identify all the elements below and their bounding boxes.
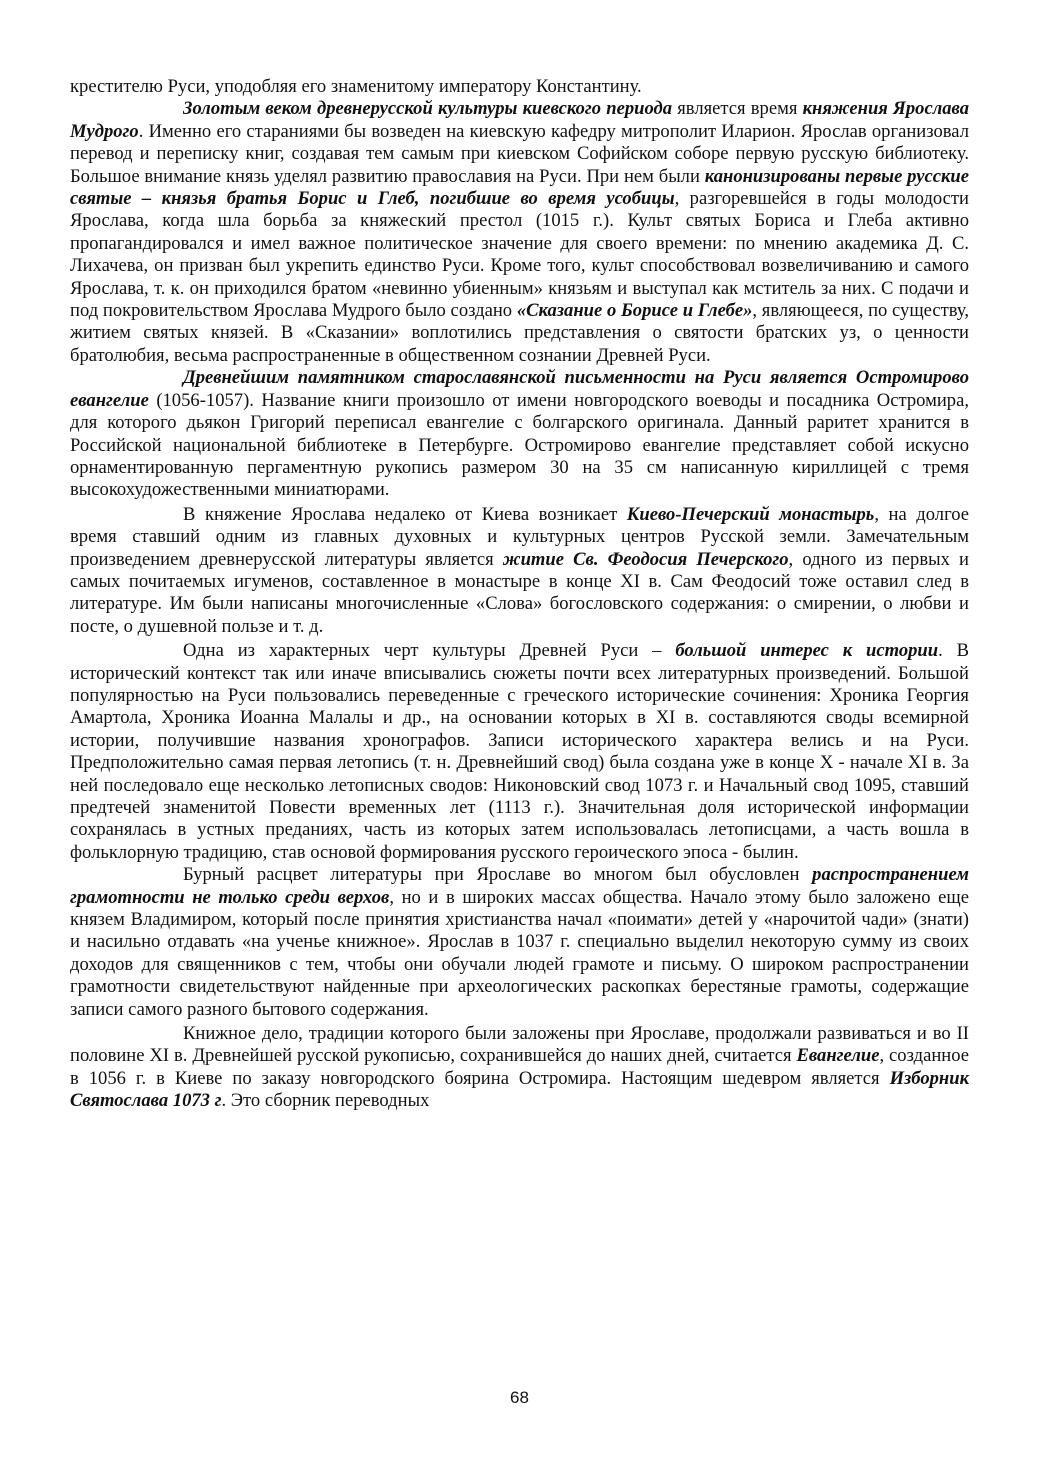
emphasis-text: Евангелие bbox=[796, 1045, 880, 1067]
body-text: Одна из характерных черт культуры Древней Руси – bbox=[183, 640, 676, 662]
body-text: (1056-1057). Название книги произошло от имени новгородского воеводы и посадника Остромира, для которого дьякон Григорий переписал евангелие с болгарского оригинала. Данный раритет хранится в Российской национальной библиотеке в Петербурге. Остромирово евангелие представляет собой искусно орнаментированную пергаментную рукопись размером 30 на 35 см написанную кириллицей с тремя высокохудожественными миниатюрами. bbox=[70, 389, 969, 501]
paragraph bbox=[70, 640, 969, 864]
emphasis-text: Изборник Святослава 1073 г bbox=[70, 1067, 969, 1112]
page-number: 68 bbox=[510, 1388, 529, 1407]
emphasis-text: Золотым веком древнерусской культуры киевского периода bbox=[183, 98, 673, 120]
body-text: В княжение Ярослава недалеко от Киева возникает bbox=[183, 503, 627, 525]
emphasis-text: большой интерес к истории bbox=[675, 640, 939, 662]
emphasis-text: княжения Ярослава Мудрого bbox=[70, 98, 970, 142]
page-body bbox=[70, 76, 969, 1113]
body-text: . Именно его стараниями бы возведен на киевскую кафедру митрополит Иларион. Ярослав организовал перевод и переписку книг, создавая тем самым при киевском Софийском соборе первую русскую библиотеку. Большое внимание князь уделял развитию православия на Руси. При нем были bbox=[70, 120, 969, 187]
emphasis-text: Древнейшим памятником старославянской письменности на Руси является Остромирово евангелие bbox=[70, 367, 969, 411]
body-text: Книжное дело, традиции которого были заложены при Ярославе, продолжали развиваться и во II половине XI в. Древнейшей русской рукописью, сохранившейся до наших дней, считается bbox=[70, 1023, 969, 1067]
body-text: , являющееся, по существу, житием святых князей. В «Сказании» воплотились представления о святости братских уз, о ценности братолюбия, весьма распространенные в общественном сознании Древней Руси. bbox=[70, 300, 969, 366]
emphasis-text: канонизированы первые русские святые – князья братья Борис и Глеб, погибшие во время усобицы bbox=[70, 165, 969, 210]
paragraph bbox=[70, 504, 969, 638]
body-text: , созданное в 1056 г. в Киеве по заказу новгородского боярина Остромира. Настоящим шедевром является bbox=[70, 1045, 969, 1089]
body-text: , разгоревшейся в годы молодости Ярослава, когда шла борьба за княжеский престол (1015 г.). Культ святых Бориса и Глеба активно пропагандировался и имел важное политическое значение для своего времени: по мнению академика Д. С. Лихачева, он призван был укрепить единство Руси. Кроме того, культ способствовал возвеличиванию и самого Ярослава, т. к. он приходился братом «невинно убиенным» князьям и выступал как мститель за них. С подачи и под покровительством Ярослава Мудрого было создано bbox=[70, 188, 969, 322]
emphasis-text: житие Св. Феодосия Печерского bbox=[502, 548, 789, 570]
paragraph bbox=[70, 76, 969, 98]
body-text: Бурный расцвет литературы при Ярославе во многом был обусловлен bbox=[183, 864, 813, 886]
emphasis-text: «Сказание о Борисе и Глебе» bbox=[516, 300, 753, 322]
emphasis-text: распространением грамотности не только среди верхов bbox=[70, 864, 969, 908]
body-text: . Это сборник переводных bbox=[221, 1090, 430, 1112]
body-text: , на долгое время ставший одним из главных духовных и культурных центров Русской земли. Замечательным произведением древнерусской литературы является bbox=[70, 503, 970, 570]
paragraph bbox=[70, 1023, 969, 1113]
paragraph bbox=[70, 864, 969, 1021]
body-text: . В исторический контекст так или иначе вписывались сюжеты почти всех литературных произведений. Большой популярностью на Руси пользовались переведенные с греческого исторические сочинения: Хроника Георгия Амартола, Хроника Иоанна Малалы и др., на основании которых в XI в. составляются своды всемирной истории, получившие названия хронографов. Записи исторического характера велись и на Руси. Предположительно самая первая летопись (т. н. Древнейший свод) была создана уже в конце X - начале XI в. За ней последовало еще несколько летописных сводов: Никоновский свод 1073 г. и Начальный свод 1095, ставший предтечей знаменитой Повести временных лет (1113 г.). Значительная доля исторической информации сохранялась в устных преданиях, часть из которых затем использовалась летописцами, а часть вошла в фольклорную традицию, став основой формирования русского героического эпоса - былин. bbox=[70, 640, 970, 863]
body-text: , но и в широких массах общества. Начало этому было заложено еще князем Владимиром, который после принятия христианства начал «поимати» детей у «нарочитой чади» (знати) и насильно отдавать «на ученье книжное». Ярослав в 1037 г. специально выделил некоторую сумму из своих доходов для священников с тем, чтобы они обучали людей грамоте и письму. О широком распространении грамотности свидетельствуют найденные при археологических раскопках берестяные грамоты, содержащие записи самого разного бытового содержания. bbox=[70, 886, 969, 1020]
body-text: является время bbox=[672, 98, 803, 120]
paragraph bbox=[70, 367, 969, 501]
paragraph bbox=[70, 98, 969, 367]
body-text: крестителю Руси, уподобляя его знаменитому императору Константину. bbox=[70, 76, 642, 97]
body-text: , одного из первых и самых почитаемых игуменов, составленное в монастыре в конце XI в. Сам Феодосий тоже оставил след в литературе. Им были написаны многочисленные «Слова» богословского содержания: о смирении, о любви и посте, о душевной пользе и т. д. bbox=[70, 548, 969, 637]
emphasis-text: Киево-Печерский монастырь bbox=[626, 503, 875, 525]
